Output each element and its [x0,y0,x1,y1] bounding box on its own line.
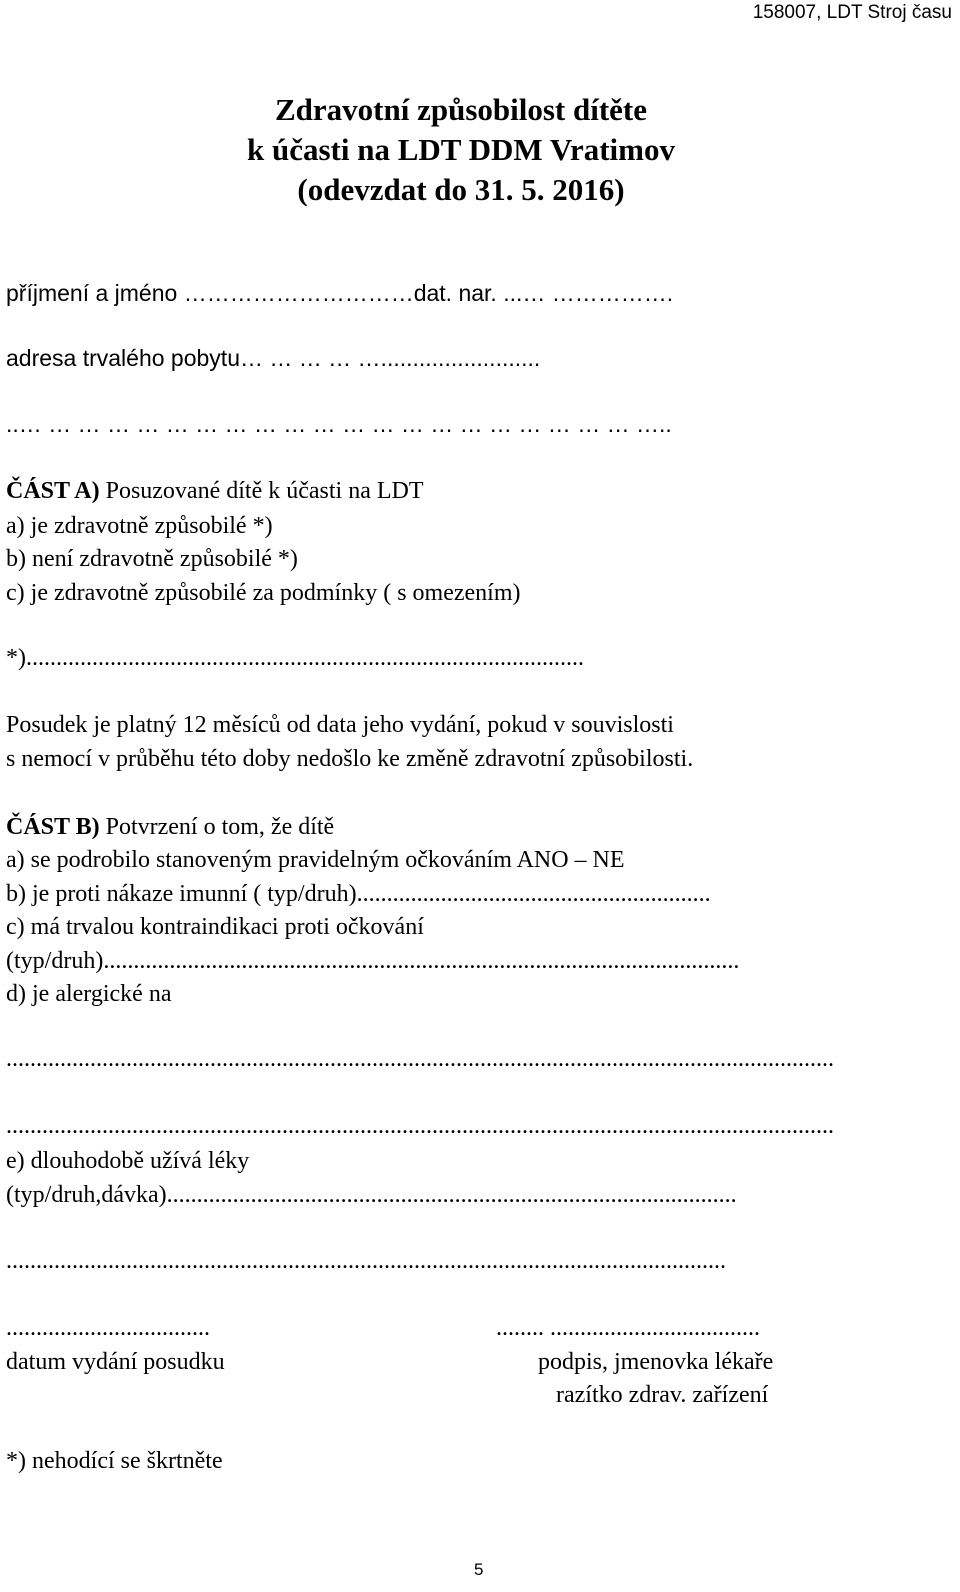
address-field: adresa trvalého pobytu… … … … …......................... [6,345,541,371]
part-a-option-b: b) není zdravotně způsobilé *) [6,546,298,572]
part-b-item-b: b) je proti nákaze imunní ( typ/druh)........................................................... [6,881,711,907]
stamp-label: razítko zdrav. zařízení [556,1382,769,1408]
part-b-item-a: a) se podrobilo stanoveným pravidelným očkováním ANO – NE [6,847,625,873]
doctor-signature-dots: ........ ................................... [496,1315,760,1341]
part-b-item-e-continued: (typ/druh,dávka)............................................................................................... [6,1182,737,1208]
part-a-option-c-continued: *)............................................................................................. [6,645,584,671]
part-a-option-c: c) je zdravotně způsobilé za podmínky ( s omezením) [6,580,521,606]
title-line-1: Zdravotní způsobilost dítěte [274,92,648,127]
validity-note-line-2: s nemocí v průběhu této doby nedošlo ke změně zdravotní způsobilosti. [6,746,694,772]
part-b-item-e-line: ........................................................................................................................ [6,1248,726,1274]
part-a-heading [6,476,424,506]
document-tag: 158007, LDT Stroj času [752,2,952,23]
part-a-heading-text: Posuzované dítě k účasti na LDT [99,478,424,504]
date-label: datum vydání posudku [6,1349,225,1375]
doctor-signature-label: podpis, jmenovka lékaře [538,1349,774,1375]
title-line-2: k účasti na LDT DDM Vratimov [247,132,675,167]
part-b-item-d: d) je alergické na [6,981,172,1007]
part-b-item-c: c) má trvalou kontraindikaci proti očkování [6,914,424,940]
validity-note-line-1: Posudek je platný 12 měsíců od data jeho vydání, pokud v souvislosti [6,712,674,738]
part-b-item-d-line-1: .......................................................................................................................................... [6,1046,834,1072]
part-b-heading-text: Potvrzení o tom, že dítě [99,814,335,840]
name-field: příjmení a jméno …………………………dat. nar. ...… ……………. [6,280,674,306]
title-line-3: (odevzdat do 31. 5. 2016) [297,172,625,207]
part-b-item-e: e) dlouhodobě užívá léky [6,1148,250,1174]
date-signature-dots: .................................. [6,1315,210,1341]
part-a-option-a: a) je zdravotně způsobilé *) [6,513,273,539]
part-b-item-d-line-2: .......................................................................................................................................... [6,1113,834,1139]
part-a-label: ČÁST A) [6,478,100,504]
part-b-heading [6,812,334,842]
part-b-label: ČÁST B) [6,814,100,840]
part-b-item-c-continued: (typ/druh).......................................................................................................... [6,948,740,974]
footnote: *) nehodící se škrtněte [6,1448,223,1474]
page-number: 5 [474,1560,484,1579]
address-field-continued: ..… … … … … … … … … … … … … … … … … … … … … ….. [6,411,672,437]
